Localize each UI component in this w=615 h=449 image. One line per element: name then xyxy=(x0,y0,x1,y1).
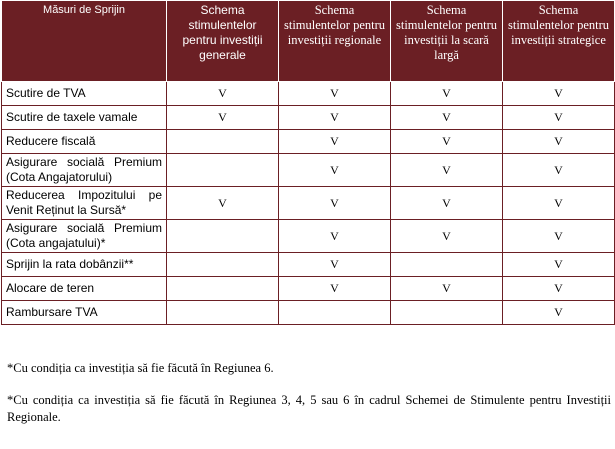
check-mark xyxy=(167,130,279,154)
measure-label: Rambursare TVA xyxy=(2,301,167,325)
header-large-scale-scheme: Schema stimulentelor pentru investiții la scară largă xyxy=(391,1,503,82)
table-row xyxy=(2,301,615,325)
check-mark: V xyxy=(503,253,615,277)
check-mark: V xyxy=(279,220,391,253)
check-mark: V xyxy=(503,301,615,325)
measure-label: Alocare de teren xyxy=(2,277,167,301)
table-row xyxy=(2,130,615,154)
check-mark: V xyxy=(391,106,503,130)
support-measures-table xyxy=(1,0,615,325)
check-mark: V xyxy=(391,187,503,220)
check-mark: V xyxy=(391,130,503,154)
check-mark xyxy=(391,253,503,277)
check-mark: V xyxy=(279,130,391,154)
check-mark: V xyxy=(503,187,615,220)
table-header-row xyxy=(2,1,615,82)
table-row xyxy=(2,220,615,253)
header-regional-scheme: Schema stimulentelor pentru investiții regionale xyxy=(279,1,391,82)
table-row xyxy=(2,154,615,187)
check-mark xyxy=(167,277,279,301)
measure-label: Asigurare socială Premium (Cota Angajatorului) xyxy=(2,154,167,187)
measure-label: Scutire de TVA xyxy=(2,82,167,106)
check-mark xyxy=(279,301,391,325)
table-row xyxy=(2,253,615,277)
footnote-text: *Cu condiția ca investiția să fie făcută în Regiunea 3, 4, 5 sau 6 în cadrul Schemei de Stimulente pentru Investiții Regionale. xyxy=(7,393,611,424)
measure-label: Reducerea Impozitului pe Venit Reținut la Sursă* xyxy=(2,187,167,220)
check-mark: V xyxy=(503,82,615,106)
check-mark: V xyxy=(167,82,279,106)
footnote-regional-scheme xyxy=(7,392,611,426)
measure-label: Asigurare socială Premium (Cota angajatului)* xyxy=(2,220,167,253)
check-mark: V xyxy=(503,106,615,130)
measure-label: Scutire de taxele vamale xyxy=(2,106,167,130)
check-mark xyxy=(167,301,279,325)
check-mark: V xyxy=(279,82,391,106)
header-general-scheme: Schema stimulentelor pentru investiții generale xyxy=(167,1,279,82)
check-mark: V xyxy=(391,154,503,187)
table-row xyxy=(2,187,615,220)
check-mark: V xyxy=(391,277,503,301)
check-mark xyxy=(391,301,503,325)
check-mark: V xyxy=(167,106,279,130)
check-mark xyxy=(167,154,279,187)
footnote-text: *Cu condiția ca investiția să fie făcută în Regiunea 6. xyxy=(7,361,274,375)
check-mark: V xyxy=(391,220,503,253)
table-row xyxy=(2,277,615,301)
check-mark: V xyxy=(279,277,391,301)
check-mark xyxy=(167,220,279,253)
check-mark: V xyxy=(167,187,279,220)
header-strategic-scheme: Schema stimulentelor pentru investiții strategice xyxy=(503,1,615,82)
measure-label: Sprijin la rata dobânzii** xyxy=(2,253,167,277)
check-mark: V xyxy=(279,106,391,130)
check-mark: V xyxy=(391,82,503,106)
table-row xyxy=(2,82,615,106)
check-mark: V xyxy=(279,253,391,277)
check-mark: V xyxy=(503,220,615,253)
check-mark xyxy=(167,253,279,277)
header-support-measures: Măsuri de Sprijin xyxy=(2,1,167,82)
check-mark: V xyxy=(503,130,615,154)
check-mark: V xyxy=(279,187,391,220)
table-row xyxy=(2,106,615,130)
measure-label: Reducere fiscală xyxy=(2,130,167,154)
check-mark: V xyxy=(503,277,615,301)
check-mark: V xyxy=(279,154,391,187)
check-mark: V xyxy=(503,154,615,187)
footnote-region-6 xyxy=(7,360,611,377)
